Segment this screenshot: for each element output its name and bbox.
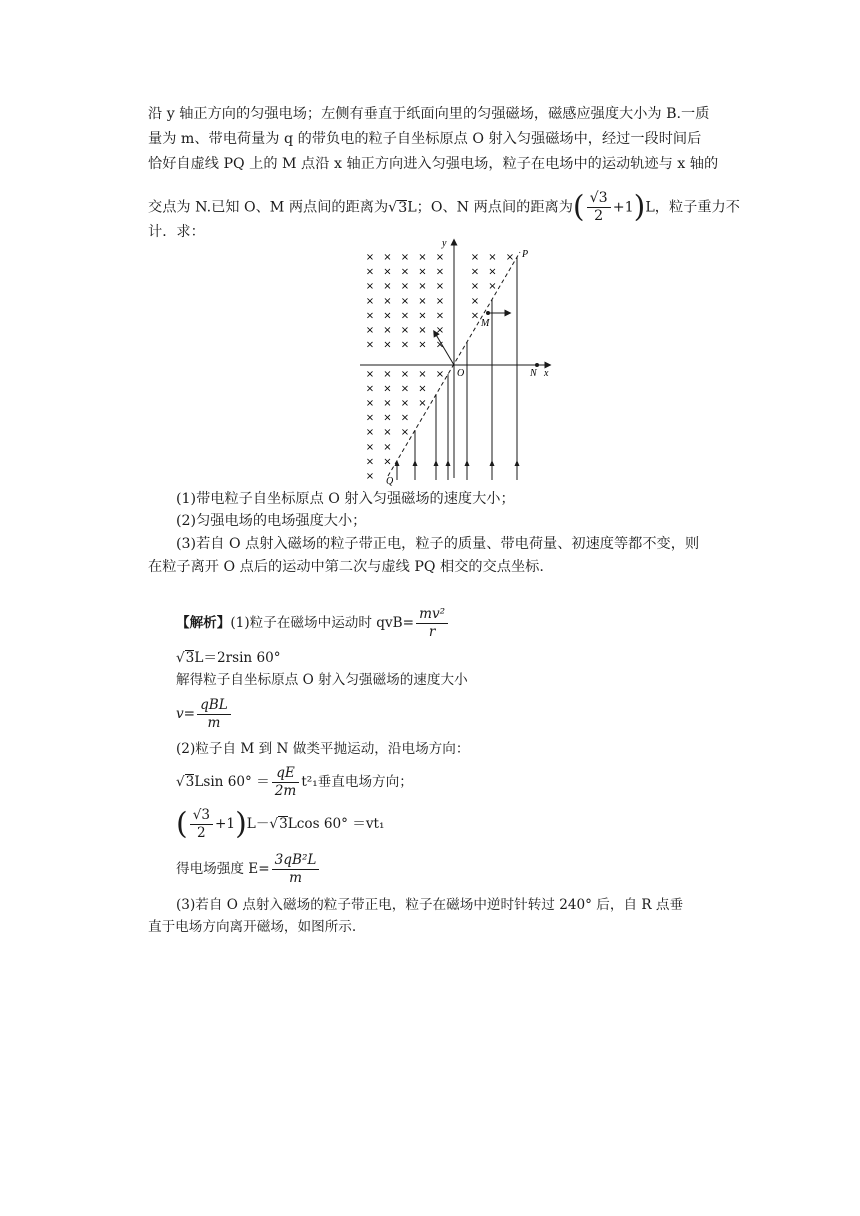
cross-mark: × bbox=[418, 252, 427, 263]
problem-line-4-text-b: L；O、N 两点间的距离为 bbox=[407, 199, 573, 216]
solution-step-9-line-2: 直于电场方向离开磁场，如图所示. bbox=[148, 919, 357, 935]
solution-step-9-line-1: (3)若自 O 点射入磁场的粒子带正电，粒子在磁场中逆时针转过 240° 后，自 R 点垂 bbox=[176, 897, 684, 913]
label-y: y bbox=[442, 238, 447, 249]
cross-mark: × bbox=[365, 427, 375, 439]
solution-step-1: 【解析】(1)粒子在磁场中运动时 qvB= $\frac{\text{mv²}}{r}$ bbox=[176, 606, 450, 641]
cross-mark: × bbox=[435, 266, 445, 278]
cross-mark: × bbox=[400, 383, 410, 395]
cross-mark: × bbox=[383, 398, 392, 409]
cross-mark: × bbox=[365, 339, 375, 351]
problem-line-5: 计．求： bbox=[148, 224, 205, 240]
solution-step-5: (2)粒子自 M 到 N 做类平抛运动，沿电场方向： bbox=[176, 741, 470, 757]
cross-mark: × bbox=[365, 412, 375, 424]
label-Q: Q bbox=[386, 476, 394, 486]
cross-mark: × bbox=[383, 252, 392, 263]
cross-mark: × bbox=[383, 310, 392, 322]
cross-mark: × bbox=[400, 252, 410, 263]
cross-mark: × bbox=[383, 295, 392, 307]
cross-mark: × bbox=[418, 266, 427, 278]
cross-mark: × bbox=[365, 368, 375, 380]
cross-mark: × bbox=[418, 339, 427, 351]
cross-mark: × bbox=[435, 281, 445, 293]
fraction-mv2-over-r: $\frac{\text{mv²}}{r}$ bbox=[416, 606, 448, 641]
cross-mark: × bbox=[470, 310, 480, 322]
cross-mark: × bbox=[400, 398, 410, 409]
cross-mark: × bbox=[365, 281, 375, 293]
cross-mark: × bbox=[383, 281, 392, 293]
cross-mark: × bbox=[435, 310, 445, 322]
cross-mark: × bbox=[418, 398, 427, 409]
cross-mark: × bbox=[383, 266, 392, 278]
solution-step-3: 解得粒子自坐标原点 O 射入匀强磁场的速度大小 bbox=[176, 672, 468, 688]
cross-mark: × bbox=[365, 295, 375, 307]
plus-one: +1 bbox=[612, 199, 634, 216]
cross-mark: × bbox=[400, 310, 410, 322]
cross-mark: × bbox=[400, 368, 410, 380]
cross-mark: × bbox=[418, 295, 427, 307]
problem-line-4: 交点为 N.已知 O、M 两点间的距离为√3L；O、N 两点间的距离为( $\frac{√3}{2}$ +1)L，粒子重力不 bbox=[148, 189, 740, 225]
solution-step-2: √3L＝2rsin 60° bbox=[176, 650, 281, 666]
fraction-qBL-over-m: $\frac{\text{qBL}}{m}$ bbox=[197, 697, 231, 732]
field-arrowhead bbox=[434, 460, 439, 466]
cross-mark: × bbox=[418, 281, 427, 293]
question-1: (1)带电粒子自坐标原点 O 射入匀强磁场的速度大小； bbox=[176, 491, 515, 507]
problem-line-4-text-c: L，粒子重力不 bbox=[645, 199, 740, 216]
solution-step-7: ( $\frac{√3}{2}$ +1)L－√3Lcos 60° ＝vt₁ bbox=[176, 806, 385, 842]
cross-mark: × bbox=[400, 339, 410, 351]
label-x: x bbox=[544, 368, 549, 379]
cross-mark: × bbox=[383, 325, 392, 336]
field-arrowhead bbox=[515, 460, 520, 466]
cross-mark: × bbox=[365, 252, 375, 263]
solution-step-4: v= $\frac{\text{qBL}}{m}$ bbox=[176, 697, 233, 732]
cross-mark: × bbox=[365, 441, 375, 453]
cross-mark: × bbox=[365, 325, 375, 336]
cross-mark: × bbox=[470, 266, 480, 278]
cross-mark: × bbox=[383, 412, 392, 424]
cross-mark: × bbox=[470, 281, 480, 293]
cross-mark: × bbox=[400, 295, 410, 307]
cross-mark: × bbox=[383, 456, 392, 468]
cross-mark: × bbox=[470, 295, 480, 307]
sqrt3-radicand: 3 bbox=[398, 199, 408, 216]
field-arrowhead bbox=[465, 460, 470, 466]
solution-step-6: √3Lsin 60° ＝ $\frac{qE}{2m}$ t²₁垂直电场方向； bbox=[176, 765, 413, 799]
problem-line-2: 量为 m、带电荷量为 q 的带负电的粒子自坐标原点 O 射入匀强磁场中，经过一段时间后 bbox=[148, 131, 702, 147]
cross-mark: × bbox=[435, 325, 445, 336]
cross-mark: × bbox=[400, 266, 410, 278]
cross-mark: × bbox=[418, 310, 427, 322]
field-arrowhead bbox=[446, 460, 451, 466]
label-P: P bbox=[522, 249, 529, 260]
field-arrowhead bbox=[413, 460, 418, 466]
problem-line-4-text-a: 交点为 N.已知 O、M 两点间的距离为 bbox=[148, 199, 389, 216]
problem-line-1: 沿 y 轴正方向的匀强电场；左侧有垂直于纸面向里的匀强磁场，磁感应强度大小为 B.一质 bbox=[148, 106, 710, 122]
cross-mark: × bbox=[400, 281, 410, 293]
physics-diagram bbox=[356, 236, 556, 486]
cross-mark: × bbox=[488, 266, 497, 278]
fraction-sqrt3-over-2: $\frac{√3}{2}$ bbox=[587, 190, 611, 225]
fraction-qE-over-2m: $\frac{qE}{2m}$ bbox=[272, 765, 300, 800]
cross-mark: × bbox=[470, 252, 480, 263]
cross-mark: × bbox=[383, 339, 392, 351]
field-arrowhead bbox=[490, 460, 495, 466]
question-2: (2)匀强电场的电场强度大小； bbox=[176, 513, 367, 529]
cross-mark: × bbox=[400, 427, 410, 439]
cross-mark: × bbox=[418, 325, 427, 336]
cross-mark: × bbox=[435, 368, 445, 380]
cross-mark: × bbox=[365, 310, 375, 322]
cross-mark: × bbox=[383, 427, 392, 439]
question-3-line-1: (3)若自 O 点射入磁场的粒子带正电，粒子的质量、带电荷量、初速度等都不变，则 bbox=[176, 536, 700, 552]
cross-mark: × bbox=[488, 281, 497, 293]
solution-tag: 【解析】 bbox=[176, 615, 231, 631]
label-N: N bbox=[530, 368, 537, 379]
cross-mark: × bbox=[365, 398, 375, 409]
cross-mark: × bbox=[435, 252, 445, 263]
cross-mark: × bbox=[488, 252, 497, 263]
cross-mark: × bbox=[383, 441, 392, 453]
solution-step-8: 得电场强度 E= $\frac{\text{3qB²L}}{m}$ bbox=[176, 852, 321, 887]
problem-line-3: 恰好自虚线 PQ 上的 M 点沿 x 轴正方向进入匀强电场，粒子在电场中的运动轨迹与 x 轴的 bbox=[148, 156, 719, 172]
cross-mark: × bbox=[435, 339, 445, 351]
label-O: O bbox=[457, 368, 465, 379]
cross-mark: × bbox=[435, 295, 445, 307]
cross-mark: × bbox=[365, 456, 375, 468]
cross-mark: × bbox=[383, 383, 392, 395]
cross-mark: × bbox=[418, 368, 427, 380]
point-N bbox=[535, 363, 539, 367]
question-3-line-2: 在粒子离开 O 点后的运动中第二次与虚线 PQ 相交的交点坐标. bbox=[148, 559, 544, 575]
cross-mark: × bbox=[383, 368, 392, 380]
cross-mark: × bbox=[400, 412, 410, 424]
cross-mark: × bbox=[400, 325, 410, 336]
fraction-sqrt3-over-2-b: $\frac{√3}{2}$ bbox=[190, 807, 213, 842]
cross-mark: × bbox=[365, 383, 375, 395]
cross-mark: × bbox=[505, 252, 515, 263]
cross-mark: × bbox=[365, 266, 375, 278]
label-M: M bbox=[481, 318, 490, 329]
cross-mark: × bbox=[418, 383, 427, 395]
fraction-3qB2L-over-m: $\frac{\text{3qB²L}}{m}$ bbox=[272, 852, 320, 887]
cross-mark: × bbox=[365, 471, 375, 482]
